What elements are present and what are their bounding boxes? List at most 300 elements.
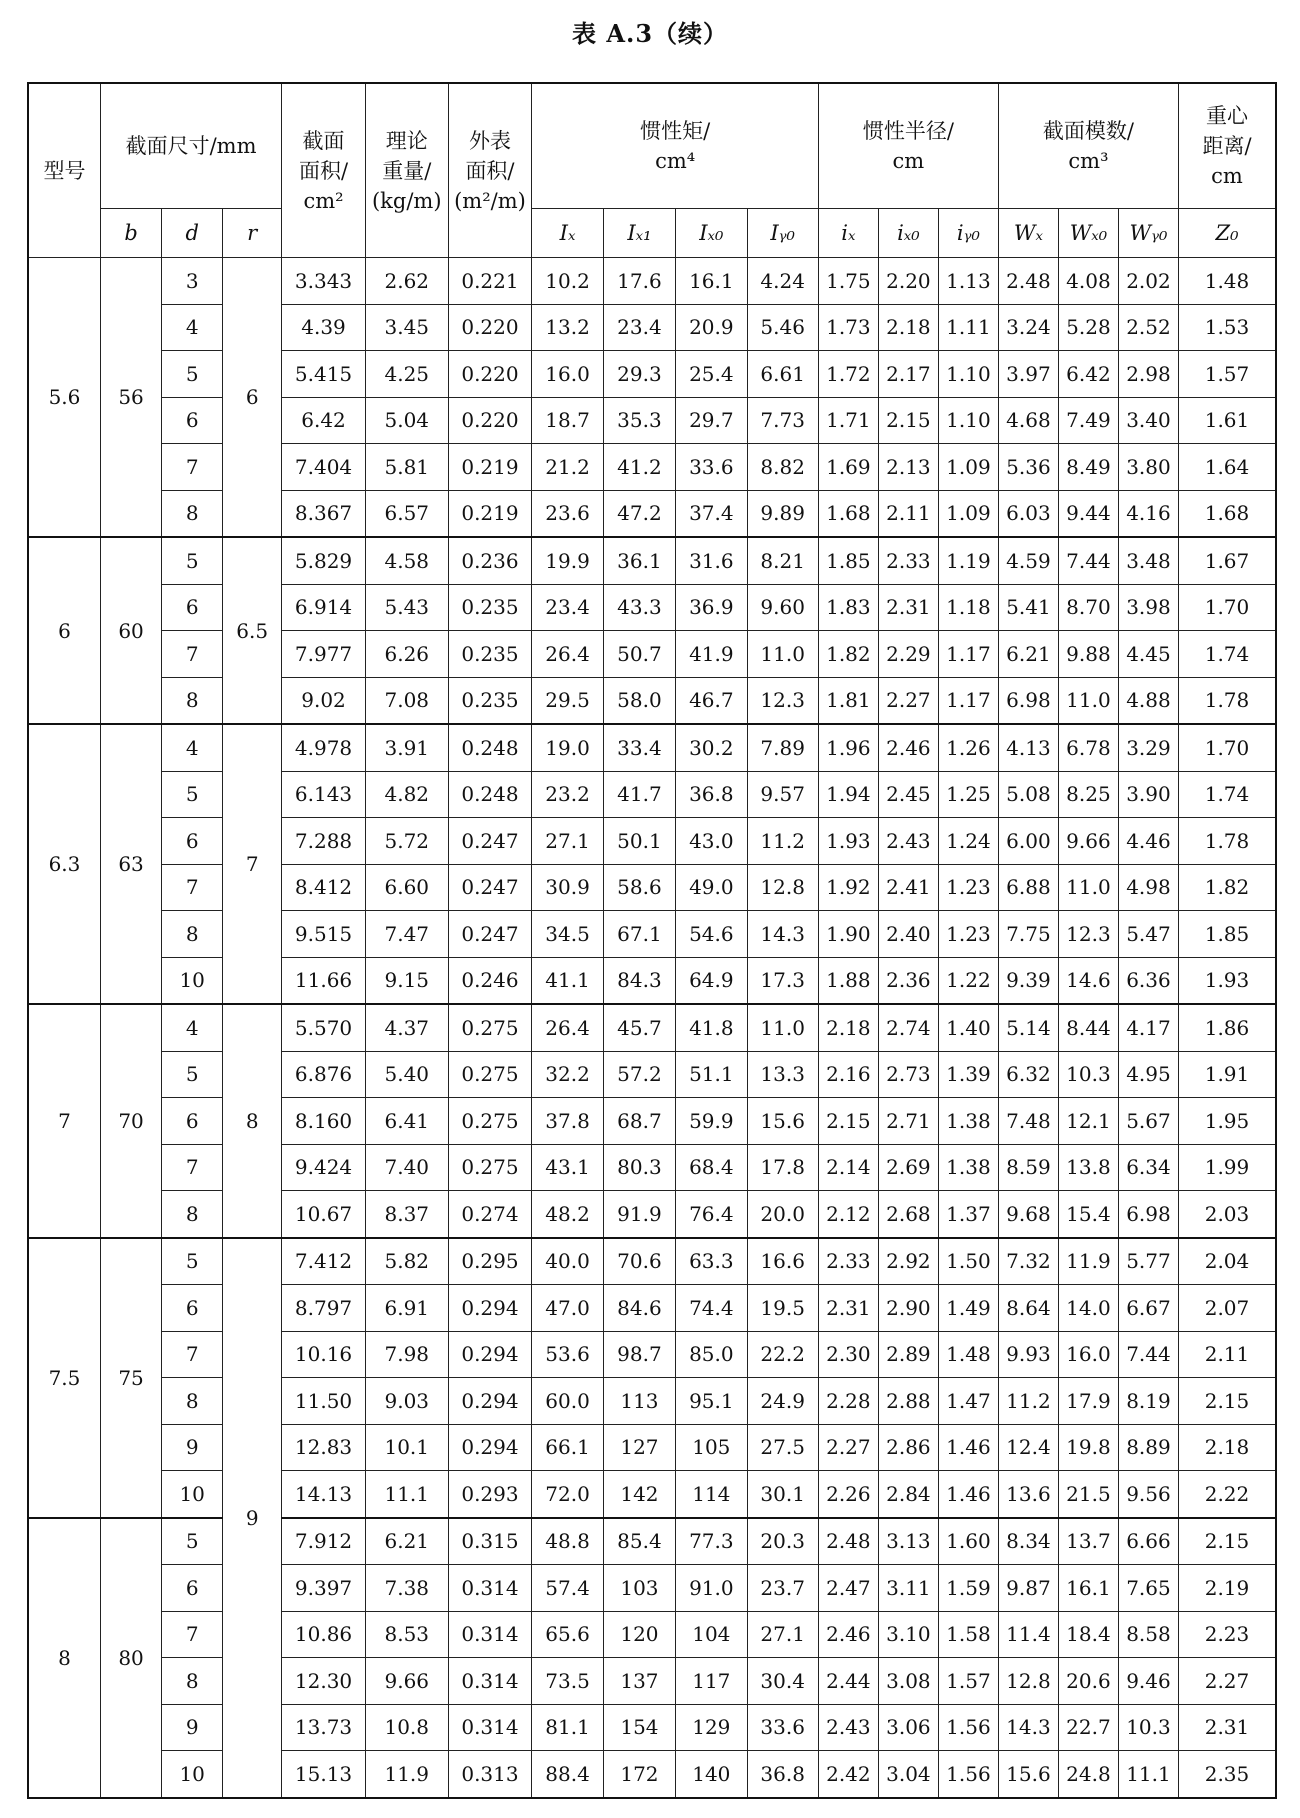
table-cell: 2.92 [878,1238,938,1285]
table-cell: 0.235 [448,631,532,678]
table-cell: 1.38 [938,1098,998,1145]
header-inertia: 惯性矩/ cm⁴ [532,83,818,209]
table-cell: 5.570 [282,1004,366,1051]
table-cell: 1.61 [1178,397,1276,444]
table-cell: 19.5 [747,1285,818,1332]
table-cell: 13.2 [532,304,603,351]
table-cell: 41.8 [676,1004,747,1051]
table-cell: 2.15 [878,397,938,444]
table-row [28,1751,1276,1798]
table-cell: 10.8 [365,1704,448,1751]
table-cell: 48.8 [532,1518,603,1565]
table-row [28,1098,1276,1145]
table-cell: 2.19 [1178,1565,1276,1612]
table-cell: 9.397 [282,1565,366,1612]
header-wy0: Wᵧ₀ [1118,209,1178,258]
table-cell: 1.13 [938,258,998,305]
table-cell: 74.4 [676,1285,747,1332]
table-cell: 36.9 [676,584,747,631]
cell-d: 7 [162,1611,223,1658]
table-cell: 14.13 [282,1471,366,1518]
table-cell: 8.37 [365,1191,448,1238]
table-cell: 76.4 [676,1191,747,1238]
table-cell: 1.23 [938,911,998,958]
table-cell: 0.248 [448,771,532,818]
table-cell: 85.0 [676,1331,747,1378]
table-cell: 17.8 [747,1144,818,1191]
table-cell: 5.829 [282,537,366,584]
table-cell: 26.4 [532,1004,603,1051]
table-row [28,1191,1276,1238]
table-cell: 9.515 [282,911,366,958]
table-row [28,537,1276,584]
table-cell: 98.7 [603,1331,675,1378]
table-cell: 5.82 [365,1238,448,1285]
header-weight: 理论 重量/ (kg/m) [365,83,448,258]
table-cell: 18.4 [1058,1611,1118,1658]
table-cell: 1.38 [938,1144,998,1191]
table-cell: 29.7 [676,397,747,444]
table-cell: 1.48 [1178,258,1276,305]
table-cell: 5.43 [365,584,448,631]
header-ix1: Iₓ₁ [603,209,675,258]
cell-d: 5 [162,351,223,398]
table-cell: 14.6 [1058,957,1118,1004]
table-cell: 9.56 [1118,1471,1178,1518]
table-cell: 13.73 [282,1704,366,1751]
table-cell: 33.4 [603,724,675,771]
table-cell: 30.4 [747,1658,818,1705]
table-cell: 6.88 [998,864,1058,911]
table-cell: 59.9 [676,1098,747,1145]
table-cell: 6.42 [282,397,366,444]
table-cell: 2.68 [878,1191,938,1238]
table-cell: 1.22 [938,957,998,1004]
table-cell: 1.73 [818,304,878,351]
table-cell: 2.18 [1178,1424,1276,1471]
table-cell: 5.67 [1118,1098,1178,1145]
header-section-dims: 截面尺寸/mm [100,83,281,209]
table-cell: 0.294 [448,1424,532,1471]
table-cell: 11.9 [1058,1238,1118,1285]
table-cell: 1.78 [1178,818,1276,865]
table-cell: 129 [676,1704,747,1751]
table-cell: 1.56 [938,1704,998,1751]
table-cell: 24.9 [747,1378,818,1425]
table-cell: 17.6 [603,258,675,305]
table-cell: 4.95 [1118,1051,1178,1098]
table-cell: 1.46 [938,1424,998,1471]
table-cell: 6.41 [365,1098,448,1145]
table-cell: 0.314 [448,1611,532,1658]
table-cell: 2.15 [1178,1518,1276,1565]
table-cell: 6.57 [365,490,448,537]
table-cell: 60.0 [532,1378,603,1425]
table-cell: 20.0 [747,1191,818,1238]
table-cell: 6.78 [1058,724,1118,771]
table-cell: 0.294 [448,1285,532,1332]
table-row [28,1471,1276,1518]
cell-b: 60 [100,537,161,724]
table-cell: 9.03 [365,1378,448,1425]
table-cell: 4.37 [365,1004,448,1051]
table-cell: 2.84 [878,1471,938,1518]
table-cell: 57.4 [532,1565,603,1612]
table-cell: 50.1 [603,818,675,865]
cell-b: 75 [100,1238,161,1518]
table-cell: 10.2 [532,258,603,305]
table-cell: 6.61 [747,351,818,398]
table-cell: 5.36 [998,444,1058,491]
cell-d: 5 [162,1238,223,1285]
table-cell: 12.3 [1058,911,1118,958]
table-cell: 1.46 [938,1471,998,1518]
table-cell: 2.18 [878,304,938,351]
table-cell: 3.11 [878,1565,938,1612]
table-cell: 65.6 [532,1611,603,1658]
table-cell: 2.43 [878,818,938,865]
table-cell: 7.44 [1058,537,1118,584]
table-cell: 5.81 [365,444,448,491]
cell-d: 6 [162,584,223,631]
header-model: 型号 [28,83,100,258]
table-cell: 80.3 [603,1144,675,1191]
cell-d: 6 [162,1565,223,1612]
header-ry0: iᵧ₀ [938,209,998,258]
table-cell: 24.8 [1058,1751,1118,1798]
table-cell: 14.3 [747,911,818,958]
table-cell: 1.85 [1178,911,1276,958]
table-cell: 2.48 [998,258,1058,305]
table-cell: 41.1 [532,957,603,1004]
table-cell: 26.4 [532,631,603,678]
table-cell: 11.1 [365,1471,448,1518]
table-cell: 85.4 [603,1518,675,1565]
table-cell: 0.314 [448,1704,532,1751]
table-cell: 5.28 [1058,304,1118,351]
table-cell: 3.13 [878,1518,938,1565]
table-cell: 113 [603,1378,675,1425]
table-cell: 0.275 [448,1098,532,1145]
cell-b: 63 [100,724,161,1004]
table-cell: 12.8 [747,864,818,911]
table-cell: 7.412 [282,1238,366,1285]
table-cell: 36.1 [603,537,675,584]
table-body [28,258,1276,1798]
table-cell: 2.23 [1178,1611,1276,1658]
table-cell: 3.08 [878,1658,938,1705]
table-cell: 5.14 [998,1004,1058,1051]
table-cell: 8.160 [282,1098,366,1145]
table-cell: 0.220 [448,397,532,444]
table-cell: 12.83 [282,1424,366,1471]
table-cell: 1.64 [1178,444,1276,491]
cell-d: 5 [162,537,223,584]
table-cell: 70.6 [603,1238,675,1285]
table-cell: 15.6 [747,1098,818,1145]
table-cell: 7.977 [282,631,366,678]
cell-d: 7 [162,444,223,491]
header-rx: iₓ [818,209,878,258]
table-cell: 1.17 [938,677,998,724]
table-cell: 117 [676,1658,747,1705]
table-cell: 4.13 [998,724,1058,771]
table-cell: 2.44 [818,1658,878,1705]
table-cell: 17.3 [747,957,818,1004]
table-cell: 172 [603,1751,675,1798]
table-cell: 95.1 [676,1378,747,1425]
table-cell: 105 [676,1424,747,1471]
table-cell: 7.08 [365,677,448,724]
table-cell: 15.6 [998,1751,1058,1798]
table-cell: 6.66 [1118,1518,1178,1565]
table-cell: 5.46 [747,304,818,351]
table-cell: 2.30 [818,1331,878,1378]
cell-model: 6 [28,537,100,724]
table-cell: 0.219 [448,444,532,491]
table-cell: 2.13 [878,444,938,491]
table-cell: 2.17 [878,351,938,398]
cell-r: 7 [223,724,282,1004]
cell-d: 8 [162,1378,223,1425]
table-row [28,304,1276,351]
table-cell: 3.24 [998,304,1058,351]
table-cell: 2.33 [878,537,938,584]
table-cell: 9.424 [282,1144,366,1191]
table-cell: 1.19 [938,537,998,584]
table-cell: 2.07 [1178,1285,1276,1332]
table-cell: 8.53 [365,1611,448,1658]
header-iy0: Iᵧ₀ [747,209,818,258]
cell-d: 10 [162,1471,223,1518]
cell-r: 9 [223,1238,282,1798]
cell-model: 6.3 [28,724,100,1004]
table-cell: 36.8 [747,1751,818,1798]
table-cell: 16.6 [747,1238,818,1285]
table-cell: 140 [676,1751,747,1798]
table-cell: 11.4 [998,1611,1058,1658]
table-cell: 57.2 [603,1051,675,1098]
cell-d: 6 [162,818,223,865]
table-row [28,1704,1276,1751]
table-cell: 154 [603,1704,675,1751]
table-cell: 19.9 [532,537,603,584]
table-row [28,1285,1276,1332]
table-cell: 114 [676,1471,747,1518]
table-cell: 1.56 [938,1751,998,1798]
table-cell: 27.5 [747,1424,818,1471]
table-cell: 40.0 [532,1238,603,1285]
table-cell: 22.7 [1058,1704,1118,1751]
header-ix: Iₓ [532,209,603,258]
table-cell: 77.3 [676,1518,747,1565]
table-cell: 9.66 [365,1658,448,1705]
header-centroid: 重心 距离/ cm [1178,83,1276,209]
table-cell: 2.33 [818,1238,878,1285]
table-cell: 4.68 [998,397,1058,444]
header-r: r [223,209,282,258]
table-cell: 41.7 [603,771,675,818]
cell-d: 5 [162,1518,223,1565]
table-cell: 7.404 [282,444,366,491]
table-cell: 1.71 [818,397,878,444]
cell-d: 4 [162,304,223,351]
table-cell: 8.367 [282,490,366,537]
table-cell: 2.89 [878,1331,938,1378]
table-cell: 2.31 [878,584,938,631]
table-cell: 9.15 [365,957,448,1004]
table-cell: 4.46 [1118,818,1178,865]
table-cell: 2.15 [1178,1378,1276,1425]
table-cell: 1.86 [1178,1004,1276,1051]
table-cell: 91.0 [676,1565,747,1612]
table-cell: 0.275 [448,1144,532,1191]
table-cell: 2.27 [818,1424,878,1471]
table-cell: 1.10 [938,351,998,398]
table-cell: 7.40 [365,1144,448,1191]
table-row [28,1144,1276,1191]
table-cell: 34.5 [532,911,603,958]
table-cell: 63.3 [676,1238,747,1285]
table-cell: 2.62 [365,258,448,305]
cell-d: 4 [162,1004,223,1051]
table-cell: 1.82 [1178,864,1276,911]
table-cell: 2.31 [1178,1704,1276,1751]
table-row [28,957,1276,1004]
header-wx: Wₓ [998,209,1058,258]
table-cell: 9.57 [747,771,818,818]
table-cell: 10.16 [282,1331,366,1378]
table-row [28,1565,1276,1612]
table-row [28,1611,1276,1658]
table-cell: 4.45 [1118,631,1178,678]
table-cell: 0.246 [448,957,532,1004]
table-cell: 1.09 [938,490,998,537]
table-cell: 7.98 [365,1331,448,1378]
cell-b: 80 [100,1518,161,1798]
table-cell: 46.7 [676,677,747,724]
table-cell: 67.1 [603,911,675,958]
table-cell: 1.74 [1178,771,1276,818]
table-cell: 8.44 [1058,1004,1118,1051]
table-cell: 2.31 [818,1285,878,1332]
table-cell: 1.68 [1178,490,1276,537]
table-cell: 1.25 [938,771,998,818]
table-cell: 3.48 [1118,537,1178,584]
table-cell: 84.6 [603,1285,675,1332]
table-cell: 1.69 [818,444,878,491]
table-row [28,1331,1276,1378]
table-cell: 2.12 [818,1191,878,1238]
table-cell: 7.47 [365,911,448,958]
table-cell: 7.32 [998,1238,1058,1285]
table-cell: 12.8 [998,1658,1058,1705]
table-cell: 8.797 [282,1285,366,1332]
table-cell: 2.11 [878,490,938,537]
table-cell: 32.2 [532,1051,603,1098]
table-cell: 2.27 [878,677,938,724]
header-wx0: Wₓ₀ [1058,209,1118,258]
cell-d: 7 [162,1331,223,1378]
table-row [28,1658,1276,1705]
table-cell: 9.44 [1058,490,1118,537]
table-cell: 6.00 [998,818,1058,865]
cell-d: 4 [162,724,223,771]
table-cell: 6.91 [365,1285,448,1332]
table-cell: 2.15 [818,1098,878,1145]
table-cell: 1.70 [1178,584,1276,631]
table-cell: 0.247 [448,864,532,911]
table-cell: 10.67 [282,1191,366,1238]
table-cell: 2.74 [878,1004,938,1051]
table-cell: 1.83 [818,584,878,631]
table-row [28,631,1276,678]
table-cell: 2.16 [818,1051,878,1098]
table-cell: 25.4 [676,351,747,398]
table-cell: 73.5 [532,1658,603,1705]
table-cell: 7.44 [1118,1331,1178,1378]
table-cell: 7.49 [1058,397,1118,444]
table-row [28,1238,1276,1285]
table-cell: 20.6 [1058,1658,1118,1705]
table-cell: 1.17 [938,631,998,678]
table-cell: 0.274 [448,1191,532,1238]
table-cell: 11.50 [282,1378,366,1425]
table-cell: 19.8 [1058,1424,1118,1471]
table-cell: 14.3 [998,1704,1058,1751]
table-cell: 4.98 [1118,864,1178,911]
table-cell: 15.13 [282,1751,366,1798]
cell-model: 5.6 [28,258,100,538]
table-cell: 2.48 [818,1518,878,1565]
header-z0: Z₀ [1178,209,1276,258]
table-cell: 1.95 [1178,1098,1276,1145]
table-cell: 8.64 [998,1285,1058,1332]
table-cell: 9.39 [998,957,1058,1004]
cell-d: 7 [162,1144,223,1191]
header-b: b [100,209,161,258]
table-cell: 1.74 [1178,631,1276,678]
table-cell: 1.57 [1178,351,1276,398]
table-cell: 8.58 [1118,1611,1178,1658]
header-rx0: iₓ₀ [878,209,938,258]
table-cell: 23.4 [603,304,675,351]
table-cell: 0.236 [448,537,532,584]
table-cell: 0.220 [448,351,532,398]
table-cell: 5.47 [1118,911,1178,958]
table-cell: 4.88 [1118,677,1178,724]
table-cell: 37.8 [532,1098,603,1145]
table-cell: 7.912 [282,1518,366,1565]
table-cell: 81.1 [532,1704,603,1751]
cell-d: 10 [162,957,223,1004]
table-cell: 0.247 [448,911,532,958]
table-cell: 43.1 [532,1144,603,1191]
table-cell: 2.90 [878,1285,938,1332]
table-cell: 58.0 [603,677,675,724]
table-cell: 2.47 [818,1565,878,1612]
table-cell: 1.88 [818,957,878,1004]
table-cell: 47.0 [532,1285,603,1332]
table-cell: 7.73 [747,397,818,444]
table-cell: 5.77 [1118,1238,1178,1285]
table-cell: 11.2 [998,1378,1058,1425]
table-cell: 9.88 [1058,631,1118,678]
table-cell: 91.9 [603,1191,675,1238]
table-row [28,1424,1276,1471]
table-cell: 16.0 [1058,1331,1118,1378]
table-cell: 2.88 [878,1378,938,1425]
